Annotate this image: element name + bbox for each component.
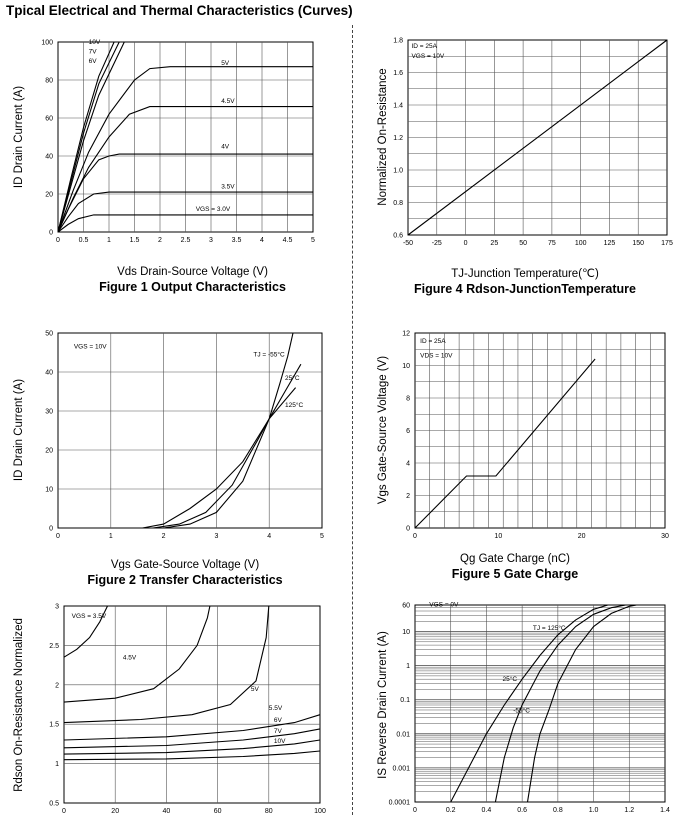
fig1-xtick-label: 0.5	[78, 237, 89, 244]
fig2-ytick-label: 50	[45, 330, 53, 338]
fig2-ytick-label: 10	[45, 486, 53, 494]
figure5-xlabel: Qg Gate Charge (nC)	[460, 553, 570, 565]
fig5-series-line	[415, 359, 595, 528]
fig3-series-line	[64, 751, 320, 760]
fig2-series-line	[164, 333, 293, 528]
fig5-ylabel: Vgs Gate-Source Voltage (V)	[377, 355, 389, 505]
fig1-xtick-label: 0	[56, 237, 60, 244]
fig2-ylabel: ID Drain Current (A)	[13, 378, 25, 482]
fig4-annotation: ID = 25A	[411, 43, 437, 51]
page-title: Tpical Electrical and Thermal Characteristics (Curves)	[6, 3, 353, 18]
fig6-series-line	[451, 605, 608, 802]
fig3-annotation: 7V	[273, 727, 282, 735]
fig5-ytick-label: 12	[402, 330, 410, 338]
fig2-ytick-label: 30	[45, 408, 53, 416]
fig3-xtick-label: 100	[314, 808, 326, 815]
fig1-annotation: VGS = 3.0V	[195, 206, 231, 214]
fig6-ytick-label: 10	[402, 629, 410, 637]
fig3-xtick-label: 40	[162, 808, 171, 815]
figure4-xlabel: TJ-Junction Temperature(℃)	[451, 268, 599, 280]
fig4-ytick-label: 0.8	[393, 200, 403, 207]
fig6-ytick-label: 0.01	[396, 731, 410, 739]
fig2-plot-frame	[58, 333, 322, 528]
fig1-xtick-label: 2	[158, 237, 162, 244]
fig2-xtick-label: 3	[214, 533, 219, 540]
fig1-ytick-label: 80	[45, 77, 53, 85]
fig1-annotation: 4.5V	[221, 97, 235, 105]
fig5-xtick-label: 20	[577, 533, 586, 540]
fig1-annotation: 6V	[88, 57, 97, 65]
fig5-annotation: VDS = 10V	[420, 352, 453, 360]
fig2-annotation: VGS = 10V	[73, 343, 107, 351]
fig6-xtick-label: 0	[413, 807, 417, 814]
fig4-xtick-label: 50	[519, 240, 528, 247]
fig1-annotation: 10V	[88, 38, 101, 46]
fig1-ytick-label: 20	[45, 191, 53, 199]
figure1-title: Figure 1 Output Characteristics	[99, 280, 286, 294]
fig2-annotation: TJ = -55°C	[253, 351, 285, 359]
fig4-xtick-label: 100	[574, 240, 587, 247]
fig3-xtick-label: 80	[264, 808, 273, 815]
figure4-title: Figure 4 Rdson-JunctionTemperature	[413, 282, 636, 296]
fig3-annotation: 6V	[273, 716, 282, 724]
fig1-xtick-label: 2.5	[180, 237, 191, 244]
fig6-annotation: 25°C	[502, 676, 518, 684]
fig3-ytick-label: 3	[55, 603, 59, 611]
fig4-xtick-label: 150	[632, 240, 645, 247]
fig1-xtick-label: 1	[107, 237, 111, 244]
fig2-ytick-label: 20	[45, 447, 53, 455]
fig1-xtick-label: 4	[260, 237, 264, 244]
fig4-annotation: VGS = 10V	[411, 52, 445, 60]
fig1-ytick-label: 40	[45, 153, 53, 161]
fig1-annotation: 3.5V	[221, 183, 235, 191]
fig3-ylabel: Rdson On-Resistance Normalized	[13, 618, 25, 792]
fig5-ytick-label: 0	[406, 525, 410, 533]
fig2-annotation: 125°C	[285, 402, 304, 410]
fig6-xtick-label: 1.0	[588, 807, 599, 814]
fig4-xtick-label: 125	[603, 240, 616, 247]
fig1-xtick-label: 3.5	[231, 237, 242, 244]
fig6-ylabel: IS Reverse Drain Current (A)	[377, 631, 389, 779]
figure5-caption-block	[390, 553, 640, 581]
fig3-series-line	[64, 606, 210, 702]
fig3-ytick-label: 1.5	[49, 721, 59, 729]
figure4-caption-block	[380, 266, 670, 296]
fig6-annotation: VGS = 0V	[429, 601, 459, 609]
fig3-annotation: 10V	[273, 738, 286, 746]
fig4-xtick-label: -25	[431, 240, 442, 247]
fig5-ytick-label: 4	[406, 460, 410, 468]
fig5-ytick-label: 10	[402, 363, 410, 370]
fig6-xtick-label: 1.2	[624, 807, 635, 814]
fig1-xtick-label: 1.5	[129, 237, 140, 244]
fig3-xtick-label: 20	[111, 808, 120, 815]
fig3-annotation: VGS = 3.5V	[71, 612, 107, 620]
fig4-ylabel: Normalized On-Resistance	[377, 68, 389, 206]
fig4-xtick-label: -50	[402, 240, 414, 247]
fig6-plot-frame	[415, 605, 665, 802]
fig3-ytick-label: 0.5	[49, 800, 59, 808]
fig6-annotation: TJ = 125°C	[532, 625, 566, 633]
fig2-xtick-label: 2	[161, 533, 166, 540]
fig4-ytick-label: 1.8	[393, 37, 403, 45]
fig1-ylabel: ID Drain Current (A)	[13, 85, 25, 189]
fig1-annotation: 4V	[221, 143, 230, 151]
fig5-xtick-label: 10	[494, 533, 503, 540]
fig3-xtick-label: 60	[213, 808, 222, 815]
fig6-ytick-label: 0.001	[392, 765, 410, 773]
fig4-xtick-label: 0	[463, 240, 468, 247]
fig1-ytick-label: 0	[49, 229, 53, 237]
fig5-xtick-label: 0	[413, 533, 417, 540]
fig2-xtick-label: 5	[320, 533, 324, 540]
fig3-annotation: 5.5V	[268, 705, 283, 713]
fig2-xtick-label: 1	[108, 533, 113, 540]
fig4-ytick-label: 1.4	[393, 102, 403, 110]
figure2-xlabel: Vgs Gate-Source Voltage (V)	[110, 559, 260, 571]
fig1-xtick-label: 4.5	[282, 237, 293, 244]
fig1-annotation: 7V	[88, 48, 97, 56]
fig4-ytick-label: 1.0	[393, 167, 403, 175]
fig3-annotation: 5V	[250, 686, 259, 694]
fig5-ytick-label: 8	[406, 395, 410, 403]
fig6-annotation: -55°C	[513, 707, 530, 715]
fig3-ytick-label: 2	[55, 682, 59, 690]
fig6-xtick-label: 0.8	[552, 807, 563, 814]
figure2-caption-block	[55, 559, 315, 587]
fig4-ytick-label: 1.2	[393, 135, 403, 142]
fig3-ytick-label: 2.5	[49, 642, 59, 650]
fig6-ytick-label: 0.0001	[388, 799, 410, 807]
fig6-ytick-label: 1	[406, 663, 410, 671]
fig1-xtick-label: 3	[209, 237, 213, 244]
fig5-xtick-label: 30	[661, 533, 669, 540]
fig3-ytick-label: 1	[55, 761, 59, 769]
fig6-xtick-label: 0.4	[481, 807, 492, 814]
fig6-xtick-label: 0.2	[445, 807, 456, 814]
figure2-title: Figure 2 Transfer Characteristics	[87, 573, 283, 587]
fig1-ytick-label: 100	[41, 39, 53, 47]
fig5-ytick-label: 2	[406, 493, 410, 500]
fig1-annotation: 5V	[221, 59, 230, 67]
fig6-ytick-label: 60	[402, 602, 410, 610]
fig2-annotation: 25°C	[285, 374, 300, 382]
fig4-ytick-label: 0.6	[393, 232, 403, 240]
figure1-caption-block	[60, 266, 325, 294]
fig6-series-line	[495, 605, 625, 802]
fig1-xtick-label: 5	[311, 237, 315, 244]
fig2-xtick-label: 4	[267, 533, 272, 540]
fig6-xtick-label: 1.4	[660, 807, 670, 814]
fig4-xtick-label: 75	[547, 240, 556, 247]
fig4-xtick-label: 25	[490, 240, 499, 247]
fig3-annotation: 4.5V	[122, 654, 137, 662]
figure1-xlabel: Vds Drain-Source Voltage (V)	[117, 266, 268, 278]
fig6-xtick-label: 0.6	[517, 807, 528, 814]
fig1-ytick-label: 60	[45, 115, 53, 123]
figure5-title: Figure 5 Gate Charge	[451, 567, 579, 581]
fig2-ytick-label: 0	[49, 525, 53, 533]
fig2-xtick-label: 0	[56, 533, 60, 540]
fig4-xtick-label: 175	[661, 240, 673, 247]
fig5-ytick-label: 6	[406, 428, 410, 435]
fig2-ytick-label: 40	[45, 369, 53, 377]
fig5-annotation: ID = 25A	[420, 337, 446, 345]
fig4-ytick-label: 1.6	[393, 70, 403, 77]
fig6-series-line	[528, 605, 637, 802]
fig6-ytick-label: 0.1	[400, 697, 410, 705]
fig1-series-line	[58, 42, 119, 232]
fig3-xtick-label: 0	[62, 808, 66, 815]
